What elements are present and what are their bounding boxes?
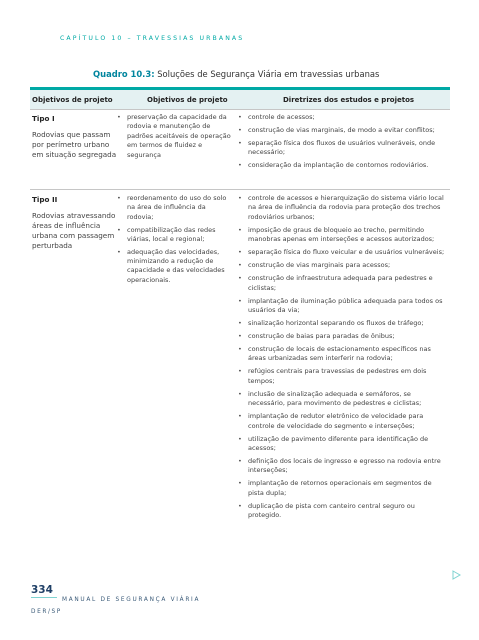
list-item: • construção de baias para paradas de ônibus; [237,332,449,341]
row-2-description: Rodovias atravessando áreas de influência urbana com passagem perturbada [32,211,116,250]
row-1-description: Rodovias que passam por perímetro urbano em situação segregada [32,130,117,159]
row-2-guidelines-cell [237,194,449,524]
list-item: • controle de acessos e hierarquização do sistema viário local na área de influência da rodovia para proteção dos trechos rodoviários urbanos; [237,194,449,222]
list-item: • separação física do fluxo veicular e de usuários vulneráveis; [237,248,449,257]
column-header-type: Objetivos de projeto [32,96,113,104]
chapter-header: CAPÍTULO 10 – TRAVESSIAS URBANAS [60,35,245,42]
row-divider [30,189,450,190]
header-divider [30,109,450,110]
list-item: • inclusão de sinalização adequada e semáforos, se necessário, para movimento de pedestres e ciclistas; [237,390,449,409]
list-item: • adequação das velocidades, minimizando a redução de capacidade e das velocidades operacionais. [116,248,233,286]
row-1-objectives-cell [116,113,233,163]
triangle-right-icon[interactable] [451,570,461,580]
table-caption [93,69,379,79]
row-1-type: Tipo I [32,114,55,123]
list-item: • refúgios centrais para travessias de pedestres em dois tempos; [237,367,449,386]
caption-number: Quadro 10.3: [93,69,155,79]
list-item: • implantação de retornos operacionais em segmentos de pista dupla; [237,479,449,498]
list-item: • utilização de pavimento diferente para identificação de acessos; [237,435,449,454]
list-item: • definição dos locais de ingresso e egresso na rodovia entre interseções; [237,457,449,476]
list-item: • controle de acessos; [237,113,449,122]
list-item: • construção de locais de estacionamento específicos nas áreas urbanizadas sem interferir na rodovia; [237,345,449,364]
row-2-type: Tipo II [32,195,58,204]
row-1-guidelines-cell [237,113,449,174]
manual-title: MANUAL DE SEGURANÇA VIÁRIA [62,597,201,603]
list-item: • construção de vias marginais para acessos; [237,261,449,270]
row-1-type-cell [32,114,118,160]
list-item: • duplicação de pista com canteiro central seguro ou protegido. [237,502,449,521]
list-item: • compatibilização das redes viárias, local e regional; [116,226,233,245]
list-item: • construção de vias marginais, de modo a evitar conflitos; [237,126,449,135]
column-header-guidelines: Diretrizes dos estudos e projetos [283,96,415,104]
list-item: • preservação da capacidade da rodovia e manutenção de padrões aceitáveis de operação em termos de fluidez e segurança [116,113,233,160]
list-item: • construção de infraestrutura adequada para pedestres e ciclistas; [237,274,449,293]
publisher: DER/SP [31,609,62,615]
column-header-objectives: Objetivos de projeto [147,96,228,104]
footer-rule [31,597,57,598]
list-item: • reordenamento do uso do solo na área de influência da rodovia; [116,194,233,222]
row-2-type-cell [32,195,118,251]
list-item: • sinalização horizontal separando os fluxos de tráfego; [237,319,449,328]
list-item: • imposição de graus de bloqueio ao trecho, permitindo manobras apenas em interseções e acessos autorizados; [237,226,449,245]
row-2-objectives-cell [116,194,233,289]
page-number: 334 [31,584,53,596]
list-item: • implantação de redutor eletrônico de velocidade para controle de velocidade do segmento e interseções; [237,412,449,431]
caption-title: Soluções de Segurança Viária em travessias urbanas [154,69,380,79]
list-item: • consideração da implantação de contornos rodoviários. [237,161,449,170]
list-item: • separação física dos fluxos de usuários vulneráveis, onde necessário; [237,139,449,158]
table-header [30,90,450,109]
list-item: • implantação de iluminação pública adequada para todos os usuários da via; [237,297,449,316]
